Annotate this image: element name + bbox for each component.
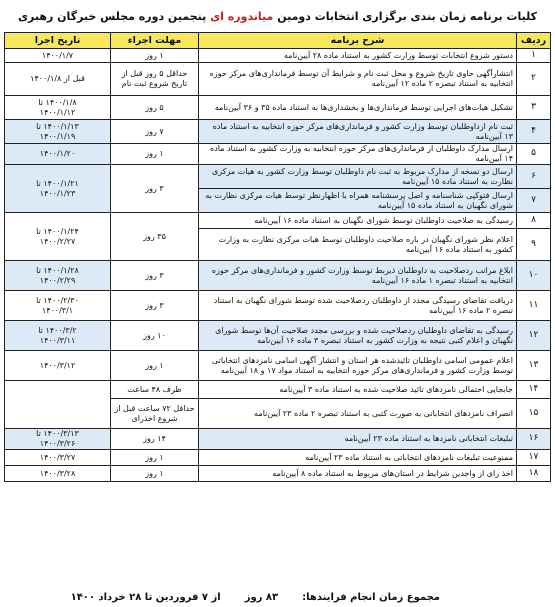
date-line: ۱۴۰۰/۱/۸ تا bbox=[38, 97, 77, 107]
table-row bbox=[5, 321, 551, 351]
date-line: ۱۴۰۰/۱/۲۳ bbox=[39, 188, 76, 198]
row-description: جابجایی احتمالی نامزدهای تائید صلاحیت شده به استناد ماده ۳ آیین‌نامه bbox=[199, 381, 517, 399]
row-number: ۱۲ bbox=[517, 321, 551, 351]
date-line: ۱۴۰۰/۳/۲ تا bbox=[38, 325, 77, 335]
row-description: تبلیغات انتخاباتی نامزدها به استناد ماده ۲۳ آیین‌نامه bbox=[199, 429, 517, 450]
summary-line bbox=[4, 592, 550, 606]
row-description: رسیدگی به تقاضای داوطلبان ردصلاحیت شده و بررسی مجدد صلاحیت آن‌ها توسط شورای نگهبان و اعلام کتبی نتیجه به وزارت کشور به استناد تبصره ۳ ماده ۱۶ آیین‌نامه bbox=[199, 321, 517, 351]
table-row bbox=[5, 120, 551, 144]
date-line: ۱۴۰۰/۳/۲۸ bbox=[39, 468, 76, 478]
row-description: اخذ رای از واجدین شرایط در استان‌های مربوط به استناد ماده ۸ آیین‌نامه bbox=[199, 466, 517, 482]
row-description: رسیدگی به صلاحیت داوطلبان توسط شورای نگهبان به استناد ماده ۱۶ آیین‌نامه bbox=[199, 213, 517, 229]
header-num: ردیف bbox=[517, 33, 551, 49]
row-number: ۱۴ bbox=[517, 381, 551, 399]
row-duration: ۱ روز bbox=[111, 466, 199, 482]
header-desc: شرح برنامه bbox=[199, 33, 517, 49]
row-description: ابلاغ مراتب ردصلاحیت به داوطلبان ذیربط توسط وزارت کشور و فرمانداری‌های مرکز حوزه انتخابیه به استناد تبصره ۱ ماده ۱۶ آیین‌نامه bbox=[199, 261, 517, 291]
date-line: ۱۴۰۰/۳/۱ bbox=[41, 305, 74, 315]
table-row bbox=[5, 291, 551, 321]
row-description: ارسال دو نسخه از مدارک مربوط به ثبت نام داوطلبان توسط وزارت کشور به هیات مرکزی نظارت به استناد ماده ۱۵ آیین‌نامه bbox=[199, 165, 517, 189]
date-line: ۱۴۰۰/۱/۲۱ تا bbox=[36, 178, 79, 188]
row-number: ۱۰ bbox=[517, 261, 551, 291]
row-number: ۷ bbox=[517, 189, 551, 213]
row-number: ۱۷ bbox=[517, 450, 551, 466]
table-header-row bbox=[5, 33, 551, 49]
date-line: ۱۴۰۰/۲/۳۰ تا bbox=[36, 295, 79, 305]
row-duration: ۳ روز bbox=[111, 291, 199, 321]
row-number: ۴ bbox=[517, 120, 551, 144]
table-row bbox=[5, 351, 551, 381]
table-row bbox=[5, 213, 551, 229]
date-line: ۱۴۰۰/۳/۱۳ تا bbox=[36, 429, 79, 438]
date-line: ۱۴۰۰/۱/۱۳ تا bbox=[36, 121, 79, 131]
row-duration: ۳ روز bbox=[111, 261, 199, 291]
row-number: ۱۶ bbox=[517, 429, 551, 450]
header-duration: مهلت اجراء bbox=[111, 33, 199, 49]
date-line: ۱۴۰۰/۱/۲۸ تا bbox=[36, 265, 79, 275]
row-description: اعلام عمومی اسامی داوطلبان تائیدشده هر استان و انتشار آگهی اسامی نامزدهای انتخاباتی توسط وزارت کشور و فرمانداری‌های مرکز حوزه انتخابیه به استناد مواد ۱۷ و ۱۸ آیین‌نامه bbox=[199, 351, 517, 381]
summary-total: ۸۳ روز bbox=[244, 592, 279, 603]
row-duration: ۷ روز bbox=[111, 120, 199, 144]
row-description: اعلام نظر شورای نگهبان در باره صلاحیت داوطلبان توسط هیات مرکزی نظارت به وزارت کشور به استناد ماده ۱۶ آیین‌نامه bbox=[199, 229, 517, 261]
row-number: ۵ bbox=[517, 144, 551, 165]
row-date bbox=[5, 165, 111, 213]
schedule-table bbox=[4, 32, 551, 482]
row-duration: ۱ روز bbox=[111, 144, 199, 165]
row-date bbox=[5, 351, 111, 381]
header-date: تاریخ اجرا bbox=[5, 33, 111, 49]
row-date bbox=[5, 381, 111, 429]
row-number: ۱۳ bbox=[517, 351, 551, 381]
date-line: ۱۴۰۰/۳/۲۶ bbox=[39, 439, 76, 448]
date-line: ۱۴۰۰/۱/۲۴ تا bbox=[36, 226, 79, 236]
row-number: ۸ bbox=[517, 213, 551, 229]
date-line: ۱۴۰۰/۱/۱۹ bbox=[39, 131, 76, 141]
row-number: ۱ bbox=[517, 49, 551, 63]
row-duration: ۱ روز bbox=[111, 450, 199, 466]
table-body bbox=[5, 49, 551, 482]
summary-range: از ۷ فروردین تا ۲۸ خرداد ۱۴۰۰ bbox=[70, 592, 221, 603]
title-after: پنجمین دوره مجلس خبرگان رهبری bbox=[17, 9, 207, 23]
date-line: ۱۴۰۰/۳/۲۷ bbox=[39, 452, 76, 462]
row-date bbox=[5, 63, 111, 96]
table-row bbox=[5, 466, 551, 482]
date-line: ۱۴۰۰/۲/۲۷ bbox=[39, 236, 76, 246]
row-date bbox=[5, 450, 111, 466]
summary-label: مجموع زمان انجام فرایندها: bbox=[302, 592, 440, 603]
row-number: ۶ bbox=[517, 165, 551, 189]
row-duration: ۳ روز bbox=[111, 165, 199, 213]
table-row bbox=[5, 429, 551, 450]
table-row bbox=[5, 63, 551, 96]
row-number: ۲ bbox=[517, 63, 551, 96]
row-description: تشکیل هیات‌های اجرایی توسط فرمانداری‌ها و بخشداری‌ها به استناد ماده ۳۵ و ۳۶ آیین‌نامه bbox=[199, 96, 517, 120]
table-row bbox=[5, 165, 551, 189]
row-date bbox=[5, 120, 111, 144]
document-title bbox=[0, 0, 555, 32]
date-line: ۱۴۰۰/۳/۱۱ bbox=[39, 335, 76, 345]
title-highlight: میاندوره ای bbox=[210, 9, 274, 23]
row-duration: ۱ روز bbox=[111, 49, 199, 63]
table-row bbox=[5, 144, 551, 165]
row-duration: ظرف ۴۸ ساعت bbox=[111, 381, 199, 399]
table-row bbox=[5, 96, 551, 120]
date-line: ۱۴۰۰/۱/۲۰ bbox=[39, 149, 76, 158]
row-duration: ۵ روز bbox=[111, 96, 199, 120]
row-number: ۳ bbox=[517, 96, 551, 120]
date-line: ۱۴۰۰/۱/۷ bbox=[41, 50, 74, 60]
row-duration: ۱ روز bbox=[111, 351, 199, 381]
date-line: ۱۴۰۰/۳/۱۲ bbox=[39, 360, 76, 370]
row-description: انتشارآگهی حاوی تاریخ شروع و محل ثبت نام و شرایط آن توسط فرمانداری‌های مرکز حوزه انتخابیه به استناد تبصره ۲ ماده ۱۲ آیین‌نامه bbox=[199, 63, 517, 96]
row-description: دستور شروع انتخابات توسط وزارت کشور به استناد ماده ۲۸ آیین‌نامه bbox=[199, 49, 517, 63]
row-date bbox=[5, 291, 111, 321]
row-number: ۹ bbox=[517, 229, 551, 261]
row-duration: ۳۵ روز bbox=[111, 213, 199, 261]
row-duration: ۱۰ روز bbox=[111, 321, 199, 351]
table-row bbox=[5, 450, 551, 466]
date-line: ۱۴۰۰/۲/۲۹ bbox=[39, 275, 76, 285]
row-description: دریافت تقاضای رسیدگی مجدد از داوطلبان ردصلاحیت شده توسط شورای نگهبان به استناد تبصره ۲ ماده ۱۶ آیین‌نامه bbox=[199, 291, 517, 321]
table-row bbox=[5, 261, 551, 291]
title-before: کلیات برنامه زمان بندی برگزاری انتخابات دومین bbox=[277, 9, 538, 23]
row-date bbox=[5, 144, 111, 165]
row-date bbox=[5, 466, 111, 482]
row-date bbox=[5, 49, 111, 63]
row-date bbox=[5, 321, 111, 351]
row-description: ارسال فتوکپی شناسنامه و اصل پرسشنامه همراه با اظهارنظر توسط هیات مرکزی نظارت به شورای نگهبان به استناد ماده ۱۵ آیین‌نامه bbox=[199, 189, 517, 213]
date-line: قبل از ۱۴۰۰/۱/۸ bbox=[30, 74, 85, 83]
row-date bbox=[5, 261, 111, 291]
row-number: ۱۵ bbox=[517, 399, 551, 429]
row-description: انصراف نامزدهای انتخاباتی به صورت کتبی به استناد تبصره ۲ ماده ۲۳ آیین‌نامه bbox=[199, 399, 517, 429]
row-duration: حداقل ۵ روز قبل از تاریخ شروع ثبت نام bbox=[111, 63, 199, 96]
table-row bbox=[5, 381, 551, 399]
row-description: ثبت نام ازداوطلبان توسط وزارت کشور و فرمانداری‌های مرکز حوزه انتخابیه به استناد ماده ۱۳ آیین‌نامه bbox=[199, 120, 517, 144]
row-number: ۱۱ bbox=[517, 291, 551, 321]
row-number: ۱۸ bbox=[517, 466, 551, 482]
row-duration: ۱۴ روز bbox=[111, 429, 199, 450]
row-date bbox=[5, 96, 111, 120]
row-description: ممنوعیت تبلیغات نامزدهای انتخاباتی به استناد ماده ۲۳ آیین‌نامه bbox=[199, 450, 517, 466]
row-date bbox=[5, 213, 111, 261]
row-duration: حداقل ۷۲ ساعت قبل از شروع اخذرای bbox=[111, 399, 199, 429]
table-row bbox=[5, 49, 551, 63]
row-date bbox=[5, 429, 111, 450]
date-line: ۱۴۰۰/۱/۱۲ bbox=[39, 107, 76, 117]
row-description: ارسال مدارک داوطلبان از فرمانداری‌های مرکز حوزه انتخابیه به وزارت کشور به استناد ماده ۱۴ آیین‌نامه bbox=[199, 144, 517, 165]
